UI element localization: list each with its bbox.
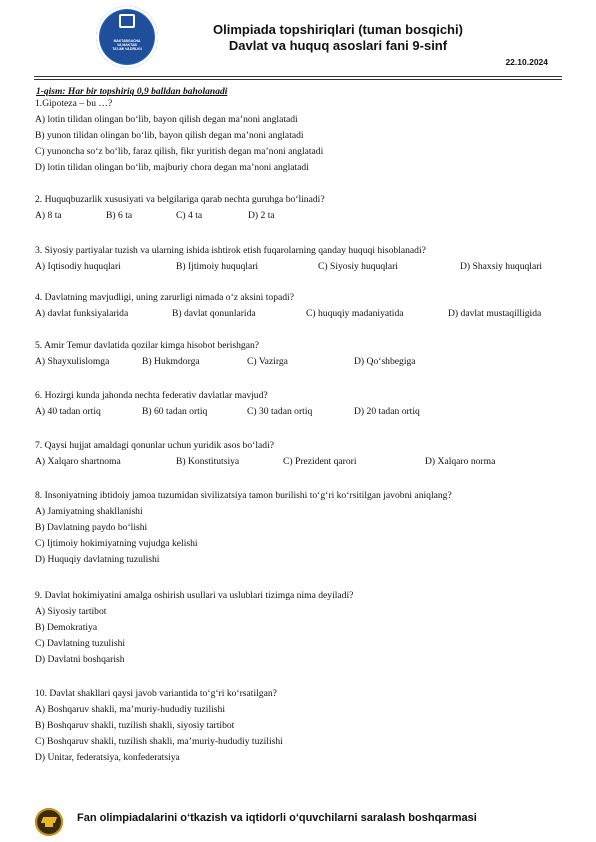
option-d[interactable]: D) Qo‘shbegiga (354, 356, 416, 367)
graduation-cap-icon (35, 808, 63, 836)
question-text: 10. Davlat shakllari qaysi javob variantida to‘g‘ri ko‘rsatilgan? (35, 688, 277, 699)
option-b[interactable]: B) Ijtimoiy huquqlari (176, 261, 259, 272)
options-row (35, 306, 576, 322)
question-text: 5. Amir Temur davlatida qozilar kimga hisobot berishgan? (35, 340, 260, 351)
options-row (35, 454, 576, 470)
option-a[interactable]: A) 40 tadan ortiq (35, 406, 101, 417)
question-6 (35, 388, 576, 420)
option-a[interactable]: A) davlat funksiyalarida (35, 308, 129, 319)
ministry-logo (96, 6, 158, 68)
option-b[interactable]: B) Demokratiya (35, 622, 98, 633)
header-rule-double (34, 79, 562, 80)
question-text: 7. Qaysi hujjat amaldagi qonunlar uchun yuridik asos bo‘ladi? (35, 440, 274, 451)
question-4 (35, 290, 576, 322)
option-a[interactable]: A) Boshqaruv shakli, ma’muriy-hududiy tuzilishi (35, 704, 225, 715)
option-b[interactable]: B) 60 tadan ortiq (142, 406, 208, 417)
option-c[interactable]: C) Davlatning tuzulishi (35, 638, 126, 649)
question-text: 3. Siyosiy partiyalar tuzish va ularning ishida ishtirok etish fuqarolarning qanday huquqi hisoblanadi? (35, 245, 426, 256)
option-a[interactable]: A) Shayxulislomga (35, 356, 110, 367)
question-2 (35, 192, 576, 224)
header-subtitle: Davlat va huquq asoslari fani 9-sinf (228, 38, 448, 53)
question-7 (35, 438, 576, 470)
option-c[interactable]: C) huquqiy madaniyatida (306, 308, 404, 319)
question-text: 6. Hozirgi kunda jahonda nechta federativ davlatlar mavjud? (35, 390, 268, 401)
option-d[interactable]: D) davlat mustaqilligida (448, 308, 542, 319)
option-a[interactable]: A) lotin tilidan olingan bo‘lib, bayon qilish degan ma’noni anglatadi (35, 114, 298, 125)
book-icon (119, 14, 135, 28)
option-b[interactable]: B) 6 ta (106, 210, 133, 221)
question-8 (35, 488, 576, 568)
option-d[interactable]: D) Huquqiy davlatning tuzulishi (35, 554, 160, 565)
question-3 (35, 243, 576, 275)
option-d[interactable]: D) lotin tilidan olingan bo‘lib, majburiy chora degan ma’noni anglatadi (35, 162, 309, 173)
options-row (35, 259, 576, 275)
section-heading: 1-qism: Har bir topshiriq 0,9 balldan baholanadi (36, 87, 228, 97)
option-d[interactable]: D) Xalqaro norma (425, 456, 496, 467)
question-text: 9. Davlat hokimiyatini amalga oshirish usullari va uslublari tizimga nima deyiladi? (35, 590, 354, 601)
option-a[interactable]: A) Iqtisodiy huquqlari (35, 261, 121, 272)
logo-text: MAKTABGACHA VA MAKTAB TA'LIMI VAZIRLIGI (112, 39, 142, 52)
option-a[interactable]: A) Jamiyatning shakllanishi (35, 506, 143, 517)
option-a[interactable]: A) Xalqaro shartnoma (35, 456, 121, 467)
option-c[interactable]: C) Boshqaruv shakli, tuzilish shakli, ma’muriy-hududiy tuzilishi (35, 736, 283, 747)
option-b[interactable]: B) davlat qonunlarida (172, 308, 256, 319)
options-row (35, 354, 576, 370)
options-row (35, 208, 576, 224)
option-d[interactable]: D) Shaxsiy huquqlari (460, 261, 543, 272)
question-text: 1.Gipoteza – bu …? (35, 98, 113, 109)
options-row (35, 404, 576, 420)
option-b[interactable]: B) Hukmdorga (142, 356, 200, 367)
option-b[interactable]: B) Boshqaruv shakli, tuzilish shakli, siyosiy tartibot (35, 720, 235, 731)
option-c[interactable]: C) Ijtimoiy hokimiyatning vujudga kelishi (35, 538, 198, 549)
header-date: 22.10.2024 (505, 57, 548, 67)
question-text: 2. Huquqbuzarlik xususiyati va belgilariga qarab nechta guruhga bo‘linadi? (35, 194, 325, 205)
option-a[interactable]: A) Siyosiy tartibot (35, 606, 107, 617)
option-b[interactable]: B) yunon tilidan olingan bo‘lib, bayon qilish degan ma’noni anglatadi (35, 130, 304, 141)
option-c[interactable]: C) Prezident qarori (283, 456, 357, 467)
footer-text: Fan olimpiadalarini o‘tkazish va iqtidorli o‘quvchilarni saralash boshqarmasi (77, 812, 477, 824)
question-5 (35, 338, 576, 370)
header-title: Olimpiada topshiriqlari (tuman bosqichi) (213, 22, 463, 37)
option-d[interactable]: D) 20 tadan ortiq (354, 406, 420, 417)
option-d[interactable]: D) Unitar, federatsiya, konfederatsiya (35, 752, 180, 763)
cap-base (45, 822, 53, 827)
option-c[interactable]: C) Siyosiy huquqlari (318, 261, 398, 272)
option-c[interactable]: C) Vazirga (247, 356, 288, 367)
question-1 (35, 96, 576, 176)
header-rule (34, 76, 562, 77)
option-c[interactable]: C) 4 ta (176, 210, 203, 221)
option-d[interactable]: D) Davlatni boshqarish (35, 654, 125, 665)
option-d[interactable]: D) 2 ta (248, 210, 275, 221)
option-b[interactable]: B) Davlatning paydo bo‘lishi (35, 522, 148, 533)
question-9 (35, 588, 576, 668)
option-c[interactable]: C) 30 tadan ortiq (247, 406, 313, 417)
option-c[interactable]: C) yunoncha so‘z bo‘lib, faraz qilish, fikr yuritish degan ma’noni anglatadi (35, 146, 324, 157)
option-b[interactable]: B) Konstitutsiya (176, 456, 240, 467)
question-10 (35, 686, 576, 766)
option-a[interactable]: A) 8 ta (35, 210, 62, 221)
question-text: 4. Davlatning mavjudligi, uning zarurligi nimada o‘z aksini topadi? (35, 292, 294, 303)
question-text: 8. Insoniyatning ibtidoiy jamoa tuzumidan sivilizatsiya tamon burilishi to‘g‘ri ko‘rsitilgan javobni aniqlang? (35, 490, 452, 501)
